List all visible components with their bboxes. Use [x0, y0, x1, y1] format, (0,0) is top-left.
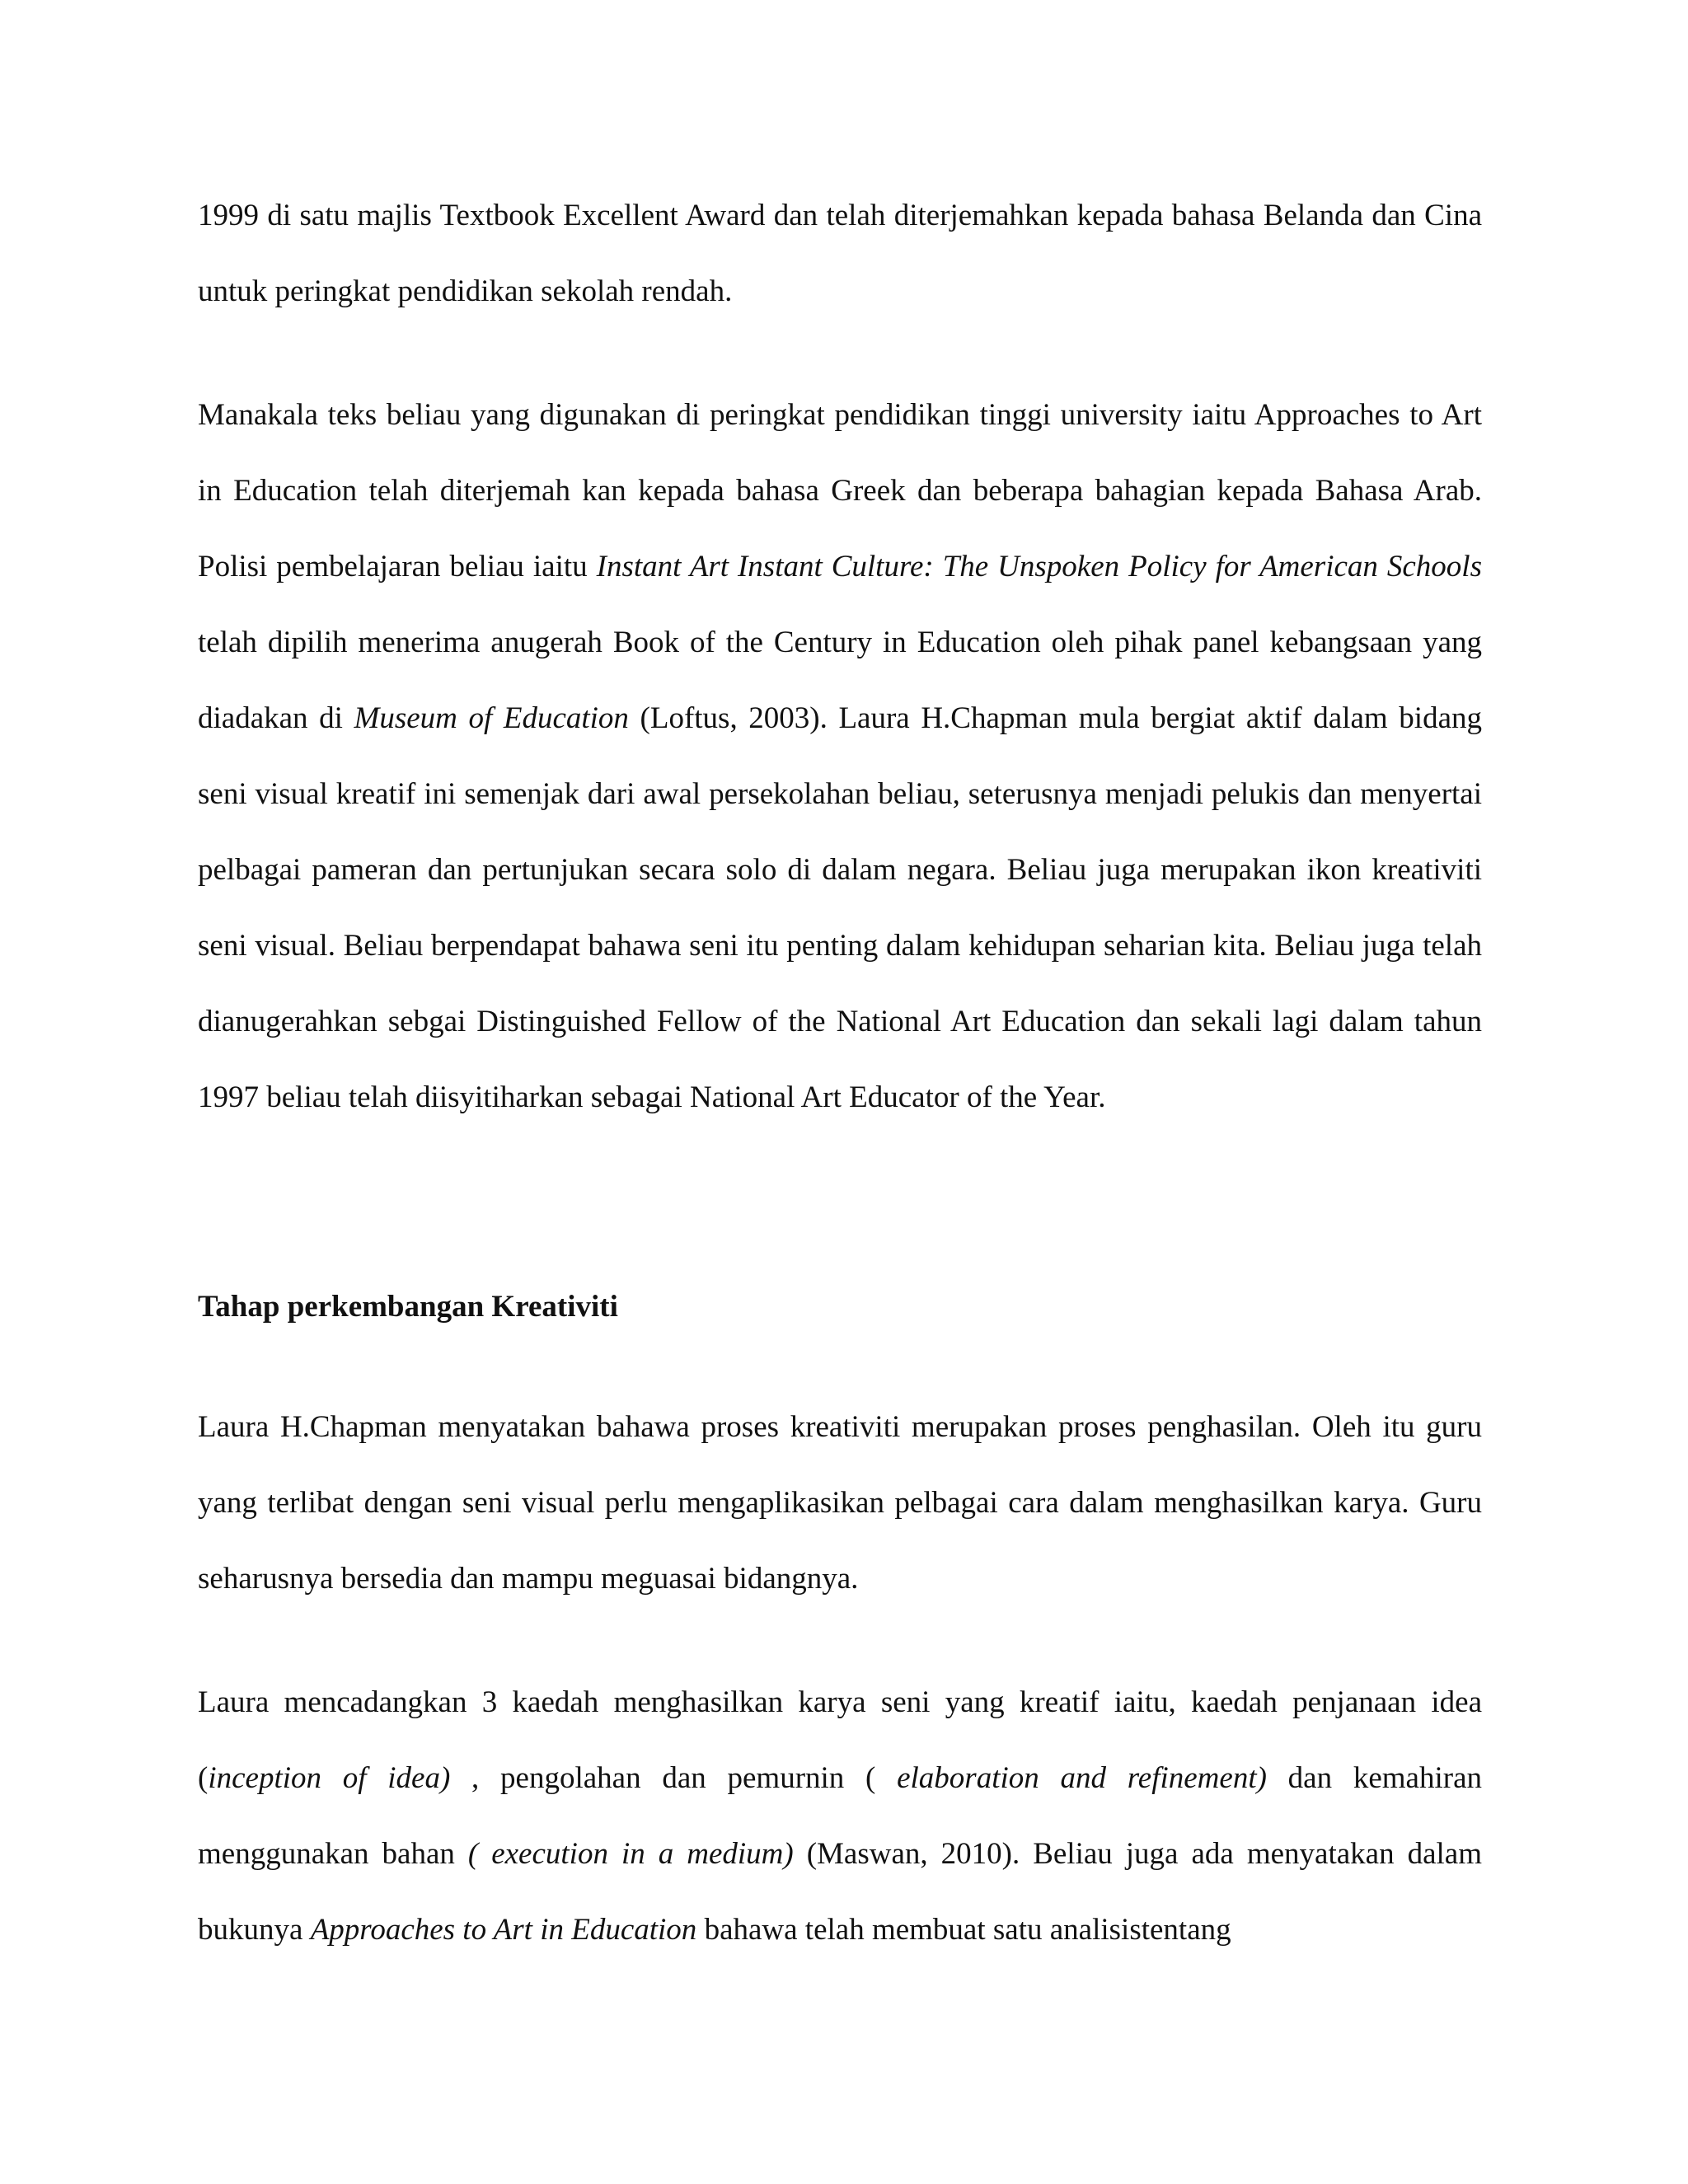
paragraph-creativity-process	[198, 1390, 1482, 1617]
italic-book-title: Approaches to Art in Education	[310, 1913, 697, 1947]
italic-term: elaboration and refinement)	[897, 1761, 1267, 1795]
italic-term: ( execution in a medium)	[467, 1837, 794, 1871]
paragraph-award-text: 1999 di satu majlis Textbook Excellent Award dan telah diterjemahkan kepada bahasa Belanda dan Cina untuk peringkat pendidikan sekolah rendah.	[198, 199, 1482, 308]
text-run: Laura mencadangkan 3 kaedah menghasilkan karya seni yang kreatif iaitu, kaedah penjanaan idea (	[198, 1685, 1482, 1795]
text-run: , pengolahan dan pemurnin (	[450, 1761, 898, 1795]
text-run: dan kemahiran menggunakan bahan	[198, 1761, 1482, 1871]
italic-book-title: Instant Art Instant Culture: The Unspoken Policy for American Schools	[596, 550, 1482, 583]
text-run: telah dipilih menerima anugerah Book of the Century in Education oleh pihak panel kebangsaan yang diadakan di	[198, 626, 1482, 735]
text-run: bahawa telah membuat satu analisistentang	[696, 1913, 1231, 1947]
italic-term: inception of idea)	[208, 1761, 451, 1795]
section-heading: Tahap perkembangan Kreativiti	[198, 1290, 618, 1324]
text-run: (Maswan, 2010). Beliau juga ada menyatakan dalam bukunya	[198, 1837, 1482, 1947]
paragraph-chapman-biography	[198, 377, 1482, 1136]
text-run: (Loftus, 2003). Laura H.Chapman mula bergiat aktif dalam bidang seni visual kreatif ini semenjak dari awal persekolahan beliau, seterusnya menjadi pelukis dan menyertai pelbagai pameran dan pertunjukan secara solo di dalam negara. Beliau juga merupakan ikon kreativiti seni visual. Beliau berpendapat bahawa seni itu penting dalam kehidupan seharian kita. Beliau juga telah dianugerahkan sebgai Distinguished Fellow of the National Art Education dan sekali lagi dalam tahun 1997 beliau telah diisyitiharkan sebagai National Art Educator of the Year.	[198, 701, 1483, 1114]
paragraph-award	[198, 178, 1482, 330]
text-run: Manakala teks beliau yang digunakan di peringkat pendidikan tinggi university iaitu Approaches to Art in Education telah diterjemah kan kepada bahasa Greek dan beberapa bahagian kepada Bahasa Arab. Polisi pembelajaran beliau iaitu	[198, 398, 1482, 583]
paragraph-creativity-text: Laura H.Chapman menyatakan bahawa proses kreativiti merupakan proses penghasilan. Oleh itu guru yang terlibat dengan seni visual perlu mengaplikasikan pelbagai cara dalam menghasilkan karya. Guru seharusnya bersedia dan mampu meguasai bidangnya.	[198, 1410, 1482, 1596]
italic-museum-name: Museum of Education	[354, 701, 629, 735]
paragraph-three-methods	[198, 1665, 1482, 1968]
